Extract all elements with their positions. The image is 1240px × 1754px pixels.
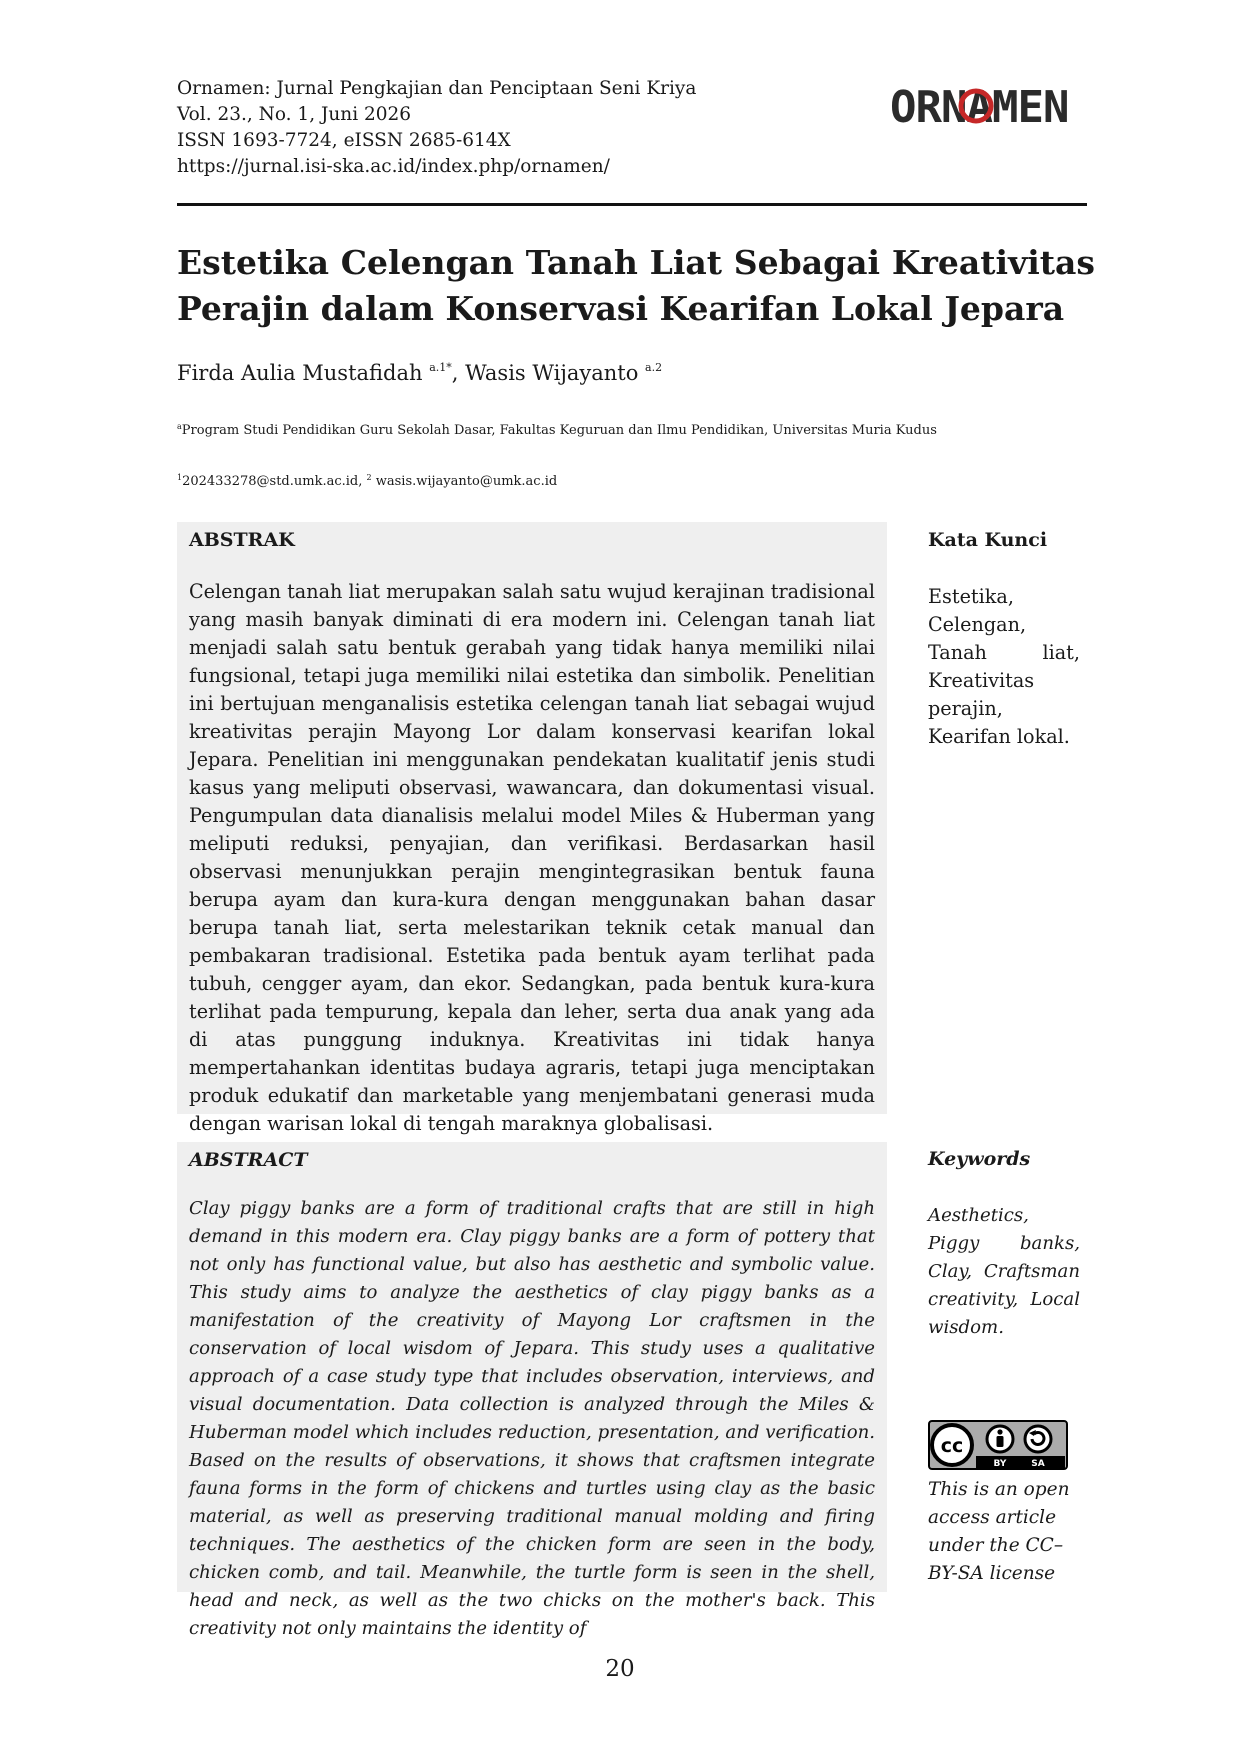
- abstrak-box: [177, 522, 887, 1135]
- email-marker: 2: [366, 473, 372, 482]
- keyword-item: Estetika,: [928, 585, 1014, 608]
- keywords-panel: [928, 1144, 1080, 1342]
- affiliation-text: Program Studi Pendidikan Guru Sekolah Dasar, Fakultas Keguruan dan Ilmu Pendidikan, Universitas Muria Kudus: [181, 423, 937, 438]
- cc-by-sa-icon[interactable]: [928, 1420, 1068, 1470]
- author-superscript: a.2: [645, 361, 663, 374]
- journal-volume: Vol. 23., No. 1, Juni 2026: [177, 104, 412, 125]
- by-text: BY: [993, 1459, 1007, 1469]
- keyword-item: Celengan,: [928, 613, 1027, 636]
- ornamen-logo: [890, 82, 1090, 132]
- email-marker: 1: [177, 473, 183, 482]
- cc-text: cc: [940, 1435, 964, 1457]
- affiliation: [177, 422, 937, 438]
- journal-header: [177, 76, 696, 180]
- author-name: Wasis Wijayanto: [465, 361, 639, 385]
- author-emails: [177, 473, 557, 489]
- kata-kunci-panel: [928, 525, 1080, 751]
- keyword-item: Kreativitas perajin,: [928, 669, 1035, 720]
- abstract-box: [177, 1142, 887, 1639]
- kata-kunci-list: [928, 583, 1080, 751]
- keyword-item: Local wisdom.: [928, 1289, 1080, 1338]
- keywords-heading: Keywords: [928, 1148, 1031, 1170]
- keyword-item: Kearifan lokal.: [928, 725, 1070, 748]
- keyword-item: Clay,: [928, 1261, 972, 1282]
- page-number: 20: [605, 1656, 635, 1682]
- keyword-item: Craftsman creativity,: [928, 1261, 1080, 1310]
- keyword-item: Piggy banks,: [928, 1233, 1080, 1254]
- abstract-text: Clay piggy banks are a form of traditional crafts that are still in high demand in this modern era. Clay piggy banks are a form of pottery that not only has functional value, but also has aesthetic and symbolic value. This study aims to analyze the aesthetics of clay piggy banks as a manifestation of the creativity of Mayong Lor craftsmen in the conservation of local wisdom of Jepara. This study uses a qualitative approach of a case study type that includes observation, interviews, and visual documentation. Data collection is analyzed through the Miles & Huberman model which includes reduction, presentation, and verification. Based on the results of observations, it shows that craftsmen integrate fauna forms in the form of chickens and turtles using clay as the basic material, as well as preserving traditional manual molding and firing techniques. The aesthetics of the chicken form are seen in the body, chicken comb, and tail. Meanwhile, the turtle form is seen in the shell, head and neck, as well as the two chicks on the mother's back. This creativity not only maintains the identity of: [189, 1198, 875, 1639]
- author-superscript: a.1*: [429, 361, 452, 374]
- keyword-item: Tanah liat,: [928, 641, 1080, 664]
- journal-name: Ornamen: Jurnal Pengkajian dan Penciptaan Seni Kriya: [177, 78, 697, 99]
- affiliation-marker: a: [177, 422, 182, 431]
- sa-text: SA: [1031, 1459, 1045, 1469]
- logo-text: ORNAMEN: [890, 82, 1069, 133]
- email-2[interactable]: wasis.wijayanto@umk.ac.id: [375, 474, 558, 489]
- header-rule: [177, 203, 1087, 206]
- abstrak-text: Celengan tanah liat merupakan salah satu wujud kerajinan tradisional yang masih banyak diminati di era modern ini. Celengan tanah liat menjadi salah satu bentuk gerabah yang tidak hanya memiliki nilai fungsional, tetapi juga memiliki nilai estetika dan simbolik. Penelitian ini bertujuan menganalisis estetika celengan tanah liat sebagai wujud kreativitas perajin Mayong Lor dalam konservasi kearifan lokal Jepara. Penelitian ini menggunakan pendekatan kualitatif jenis studi kasus yang meliputi observasi, wawancara, dan dokumentasi visual. Pengumpulan data dianalisis melalui model Miles & Huberman yang meliputi reduksi, penyajian, dan verifikasi. Berdasarkan hasil observasi menunjukkan perajin mengintegrasikan bentuk fauna berupa ayam dan kura-kura dengan menggunakan bahan dasar berupa tanah liat, serta melestarikan teknik cetak manual dan pembakaran tradisional. Estetika pada bentuk ayam terlihat pada tubuh, cengger ayam, dan ekor. Sedangkan, pada bentuk kura-kura terlihat pada tempurung, kepala dan leher, serta dua anak yang ada di atas punggung induknya. Kreativitas ini tidak hanya mempertahankan identitas budaya agraris, tetapi juga menciptakan produk edukatif dan marketable yang menjembatani generasi muda dengan warisan lokal di tengah maraknya globalisasi.: [189, 580, 875, 1135]
- kata-kunci-heading: Kata Kunci: [928, 529, 1048, 551]
- author-line: [177, 361, 662, 385]
- abstrak-heading: ABSTRAK: [189, 529, 295, 551]
- email-1[interactable]: 202433278@std.umk.ac.id,: [182, 474, 367, 489]
- journal-issn: ISSN 1693-7724, eISSN 2685-614X: [177, 130, 511, 151]
- keywords-list: [928, 1202, 1080, 1342]
- keyword-item: Aesthetics,: [928, 1205, 1029, 1226]
- article-title: Estetika Celengan Tanah Liat Sebagai Kreativitas Perajin dalam Konservasi Kearifan Lokal Jepara: [177, 243, 1095, 328]
- author-name: Firda Aulia Mustafidah: [177, 361, 423, 385]
- license-text: This is an open access article under the CC–BY-SA license: [928, 1479, 1070, 1584]
- journal-url[interactable]: https://jurnal.isi-ska.ac.id/index.php/ornamen/: [177, 156, 610, 177]
- abstract-heading: ABSTRACT: [189, 1149, 308, 1171]
- author-separator: ,: [451, 361, 466, 385]
